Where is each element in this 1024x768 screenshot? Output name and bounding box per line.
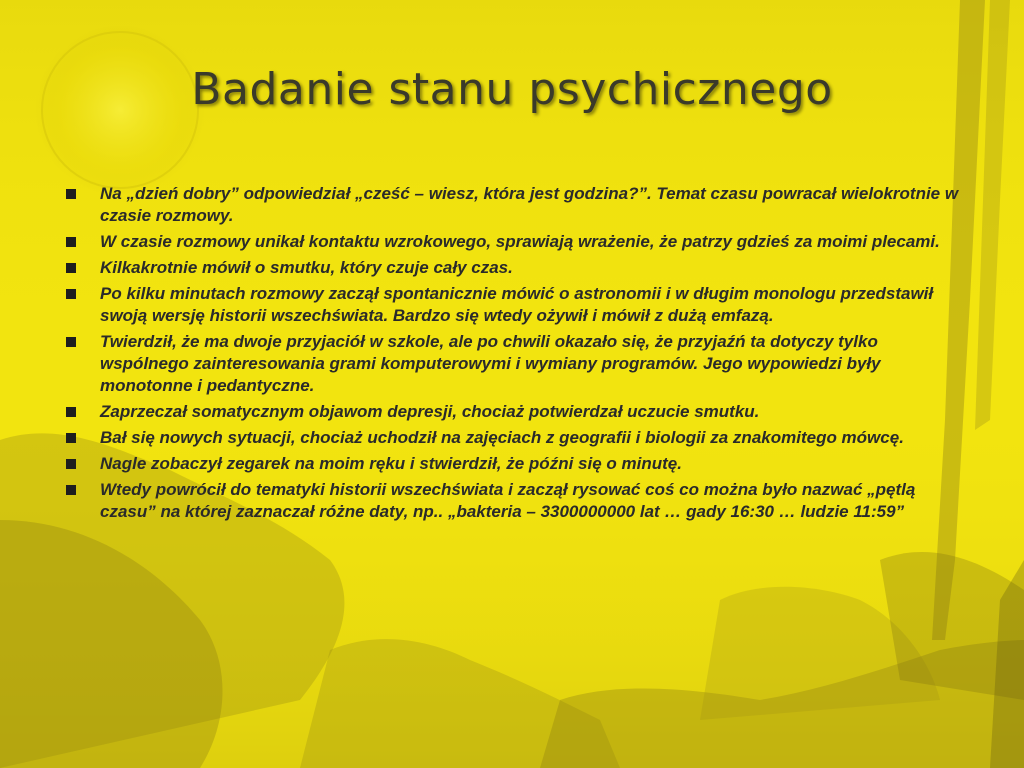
square-bullet-icon — [66, 189, 76, 199]
bullet-item — [62, 257, 962, 279]
bullet-item — [62, 231, 962, 253]
bullet-text: Nagle zobaczył zegarek na moim ręku i stwierdził, że późni się o minutę. — [100, 454, 682, 473]
bullet-text: Wtedy powrócił do tematyki historii wszechświata i zaczął rysować coś co można było nazwać „pętlą czasu” na której zaznaczał różne daty, np.. „bakteria – 3300000000 lat … gady 16:30 … ludzie 11:59” — [100, 480, 916, 521]
square-bullet-icon — [66, 289, 76, 299]
bullet-text: Kilkakrotnie mówił o smutku, który czuje cały czas. — [100, 258, 513, 277]
bullet-item — [62, 183, 962, 227]
square-bullet-icon — [66, 485, 76, 495]
bullet-text: W czasie rozmowy unikał kontaktu wzrokowego, sprawiają wrażenie, że patrzy gdzieś za moimi plecami. — [100, 232, 940, 251]
bullet-list — [62, 183, 962, 527]
square-bullet-icon — [66, 263, 76, 273]
bullet-item — [62, 283, 962, 327]
bullet-item — [62, 427, 962, 449]
bullet-text: Po kilku minutach rozmowy zaczął spontanicznie mówić o astronomii i w długim monologu przedstawił swoją wersję historii wszechświata. Bardzo się wtedy ożywił i mówił z dużą emfazą. — [100, 284, 934, 325]
bullet-text: Twierdził, że ma dwoje przyjaciół w szkole, ale po chwili okazało się, że przyjaźń ta dotyczy tylko wspólnego zainteresowania grami komputerowymi i wymiany programów. Jego wypowiedzi były monotonne i pedantyczne. — [100, 332, 881, 395]
bullet-text: Zaprzeczał somatycznym objawom depresji, chociaż potwierdzał uczucie smutku. — [100, 402, 760, 421]
bullet-item — [62, 401, 962, 423]
square-bullet-icon — [66, 459, 76, 469]
square-bullet-icon — [66, 337, 76, 347]
bullet-item — [62, 331, 962, 397]
bullet-text: Na „dzień dobry” odpowiedział „cześć – wiesz, która jest godzina?”. Temat czasu powracał wielokrotnie w czasie rozmowy. — [100, 184, 959, 225]
bullet-item — [62, 453, 962, 475]
bullet-text: Bał się nowych sytuacji, chociaż uchodził na zajęciach z geografii i biologii za znakomitego mówcę. — [100, 428, 904, 447]
bullet-item — [62, 479, 962, 523]
square-bullet-icon — [66, 407, 76, 417]
square-bullet-icon — [66, 433, 76, 443]
slide-title: Badanie stanu psychicznego — [191, 64, 833, 115]
square-bullet-icon — [66, 237, 76, 247]
